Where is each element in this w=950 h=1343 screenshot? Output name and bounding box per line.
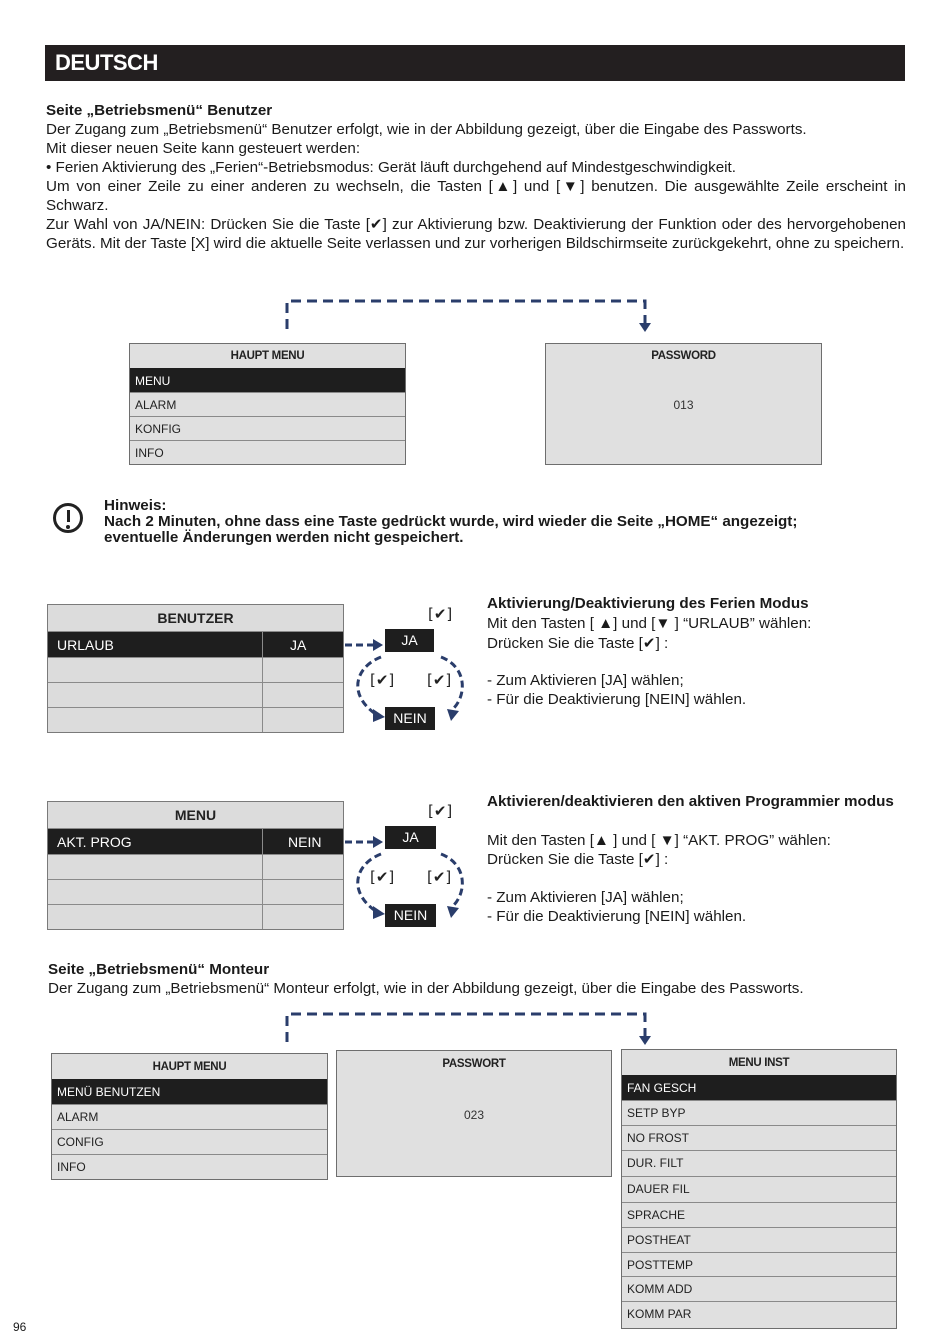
ja-option-2[interactable]: JA [385, 826, 436, 849]
check-key-icon-right-1: [✔] [427, 671, 452, 689]
passwort-panel [336, 1050, 612, 1177]
urlaub-label: URLAUB [57, 637, 114, 653]
password-title: PASSWORD [651, 350, 716, 362]
nein-option-2[interactable]: NEIN [385, 904, 436, 927]
language-header-bar [45, 45, 905, 81]
menu-inst-item-setp-byp[interactable]: SETP BYP [622, 1100, 896, 1125]
programmier-line-1: Mit den Tasten [▲ ] und [ ▼] “AKT. PROG” wählen: [487, 832, 831, 849]
section2-title: Seite „Betriebsmenü“ Monteur [48, 961, 270, 978]
passwort-value[interactable]: 023 [463, 1108, 485, 1122]
menu-inst-item-komm-add[interactable]: KOMM ADD [622, 1276, 896, 1301]
haupt-menu-title-2: HAUPT MENU [152, 1061, 227, 1073]
section1-line-2: Mit dieser neuen Seite kann gesteuert werden: [46, 140, 361, 157]
programmier-line-2: Drücken Sie die Taste [✔] : [487, 851, 669, 868]
password-panel [545, 343, 822, 465]
note-text-2: eventuelle Änderungen werden nicht gespeichert. [104, 529, 464, 546]
menu-column-divider [262, 828, 263, 929]
haupt-menu-item-info-2[interactable]: INFO [52, 1154, 327, 1179]
language-title: DEUTSCH [55, 50, 158, 75]
benutzer-row-empty-2 [48, 682, 343, 707]
haupt-menu-item-info[interactable]: INFO [130, 440, 405, 464]
haupt-menu-item-alarm-2[interactable]: ALARM [52, 1104, 327, 1129]
section1-line-3: • Ferien Aktivierung des „Ferien“-Betriebsmodus: Gerät läuft durchgehend auf Mindestgeschwindigkeit. [46, 159, 736, 176]
menu-row-akt-prog[interactable] [48, 828, 343, 854]
ferien-line-2: Drücken Sie die Taste [✔] : [487, 635, 669, 652]
benutzer-table [47, 604, 344, 733]
note-text-1: Nach 2 Minuten, ohne dass eine Taste gedrückt wurde, wird wieder die Seite „HOME“ angezeigt; [104, 513, 798, 530]
haupt-menu-item-konfig[interactable]: KONFIG [130, 416, 405, 440]
programmier-title: Aktivieren/deaktivieren den aktiven Programmier modus [487, 793, 894, 810]
menu-inst-item-postheat[interactable]: POSTHEAT [622, 1227, 896, 1252]
haupt-menu-panel [129, 343, 406, 465]
haupt-menu-title: HAUPT MENU [230, 350, 305, 362]
menu-row-empty-3 [48, 904, 343, 929]
programmier-line-3: - Zum Aktivieren [JA] wählen; [487, 889, 684, 906]
menu-inst-item-fan-gesch[interactable]: FAN GESCH [622, 1075, 896, 1100]
benutzer-column-divider [262, 631, 263, 732]
menu-inst-panel [621, 1049, 897, 1329]
ferien-title: Aktivierung/Deaktivierung des Ferien Modus [487, 595, 809, 612]
page-number: 96 [13, 1320, 27, 1334]
section1-line-1: Der Zugang zum „Betriebsmenü“ Benutzer erfolgt, wie in der Abbildung gezeigt, über die Eingabe des Passworts. [46, 121, 807, 138]
ja-option-1[interactable]: JA [385, 629, 434, 652]
menu-inst-title: MENU INST [728, 1057, 790, 1069]
menu-inst-item-sprache[interactable]: SPRACHE [622, 1202, 896, 1227]
check-key-icon-left-1: [✔] [370, 671, 395, 689]
menu-inst-item-dur-filt[interactable]: DUR. FILT [622, 1150, 896, 1175]
benutzer-table-title: BENUTZER [157, 610, 234, 626]
section1-title: Seite „Betriebsmenü“ Benutzer [46, 102, 273, 119]
check-key-icon-top-2: [✔] [428, 802, 453, 820]
menu-row-empty-2 [48, 879, 343, 904]
check-key-icon-top-1: [✔] [428, 605, 453, 623]
haupt-menu-item-menu-benutzen[interactable]: MENÜ BENUTZEN [52, 1079, 327, 1104]
warning-icon [53, 503, 83, 533]
menu-table-title: MENU [174, 807, 217, 823]
check-key-icon-left-2: [✔] [370, 868, 395, 886]
akt-prog-value: NEIN [288, 834, 322, 850]
ferien-line-4: - Für die Deaktivierung [NEIN] wählen. [487, 691, 747, 708]
menu-table [47, 801, 344, 930]
ferien-line-1: Mit den Tasten [ ▲] und [▼ ] “URLAUB” wählen: [487, 615, 812, 632]
note-label: Hinweis: [104, 497, 167, 514]
programmier-line-4: - Für die Deaktivierung [NEIN] wählen. [487, 908, 747, 925]
haupt-menu-panel-2 [51, 1053, 328, 1180]
nein-option-1[interactable]: NEIN [385, 707, 435, 730]
haupt-menu-item-menu[interactable]: MENU [130, 368, 405, 392]
ferien-line-3: - Zum Aktivieren [JA] wählen; [487, 672, 684, 689]
menu-inst-item-komm-par[interactable]: KOMM PAR [622, 1301, 896, 1326]
akt-prog-label: AKT. PROG [57, 834, 132, 850]
benutzer-row-empty-3 [48, 707, 343, 732]
section1-line-5: Zur Wahl von JA/NEIN: Drücken Sie die Taste [✔] zur Aktivierung bzw. Deaktivierung der Funktion oder des hervorgehobenen Geräts. Mit der Taste [X] wird die aktuelle Seite verlassen und zur vorherigen Bildschirmseite zurückgekehrt, ohne zu speichern. [46, 216, 906, 253]
haupt-menu-item-alarm[interactable]: ALARM [130, 392, 405, 416]
password-value[interactable]: 013 [673, 398, 694, 412]
menu-inst-item-no-frost[interactable]: NO FROST [622, 1125, 896, 1150]
urlaub-value: JA [290, 637, 307, 653]
benutzer-row-urlaub[interactable] [48, 631, 343, 657]
section1-line-4: Um von einer Zeile zu einer anderen zu wechseln, die Tasten [▲] und [▼] benutzen. Die ausgewählte Zeile erscheint in Schwarz. [46, 178, 906, 215]
menu-inst-item-posttemp[interactable]: POSTTEMP [622, 1252, 896, 1277]
menu-inst-item-dauer-fil[interactable]: DAUER FIL [622, 1176, 896, 1201]
check-key-icon-right-2: [✔] [427, 868, 452, 886]
menu-row-empty-1 [48, 854, 343, 879]
passwort-title: PASSWORT [442, 1058, 506, 1070]
haupt-menu-item-config[interactable]: CONFIG [52, 1129, 327, 1154]
benutzer-row-empty-1 [48, 657, 343, 682]
flow-arrow-1 [280, 295, 655, 335]
section2-line: Der Zugang zum „Betriebsmenü“ Monteur erfolgt, wie in der Abbildung gezeigt, über die Eingabe des Passworts. [48, 980, 804, 997]
flow-arrow-2 [280, 1008, 655, 1048]
